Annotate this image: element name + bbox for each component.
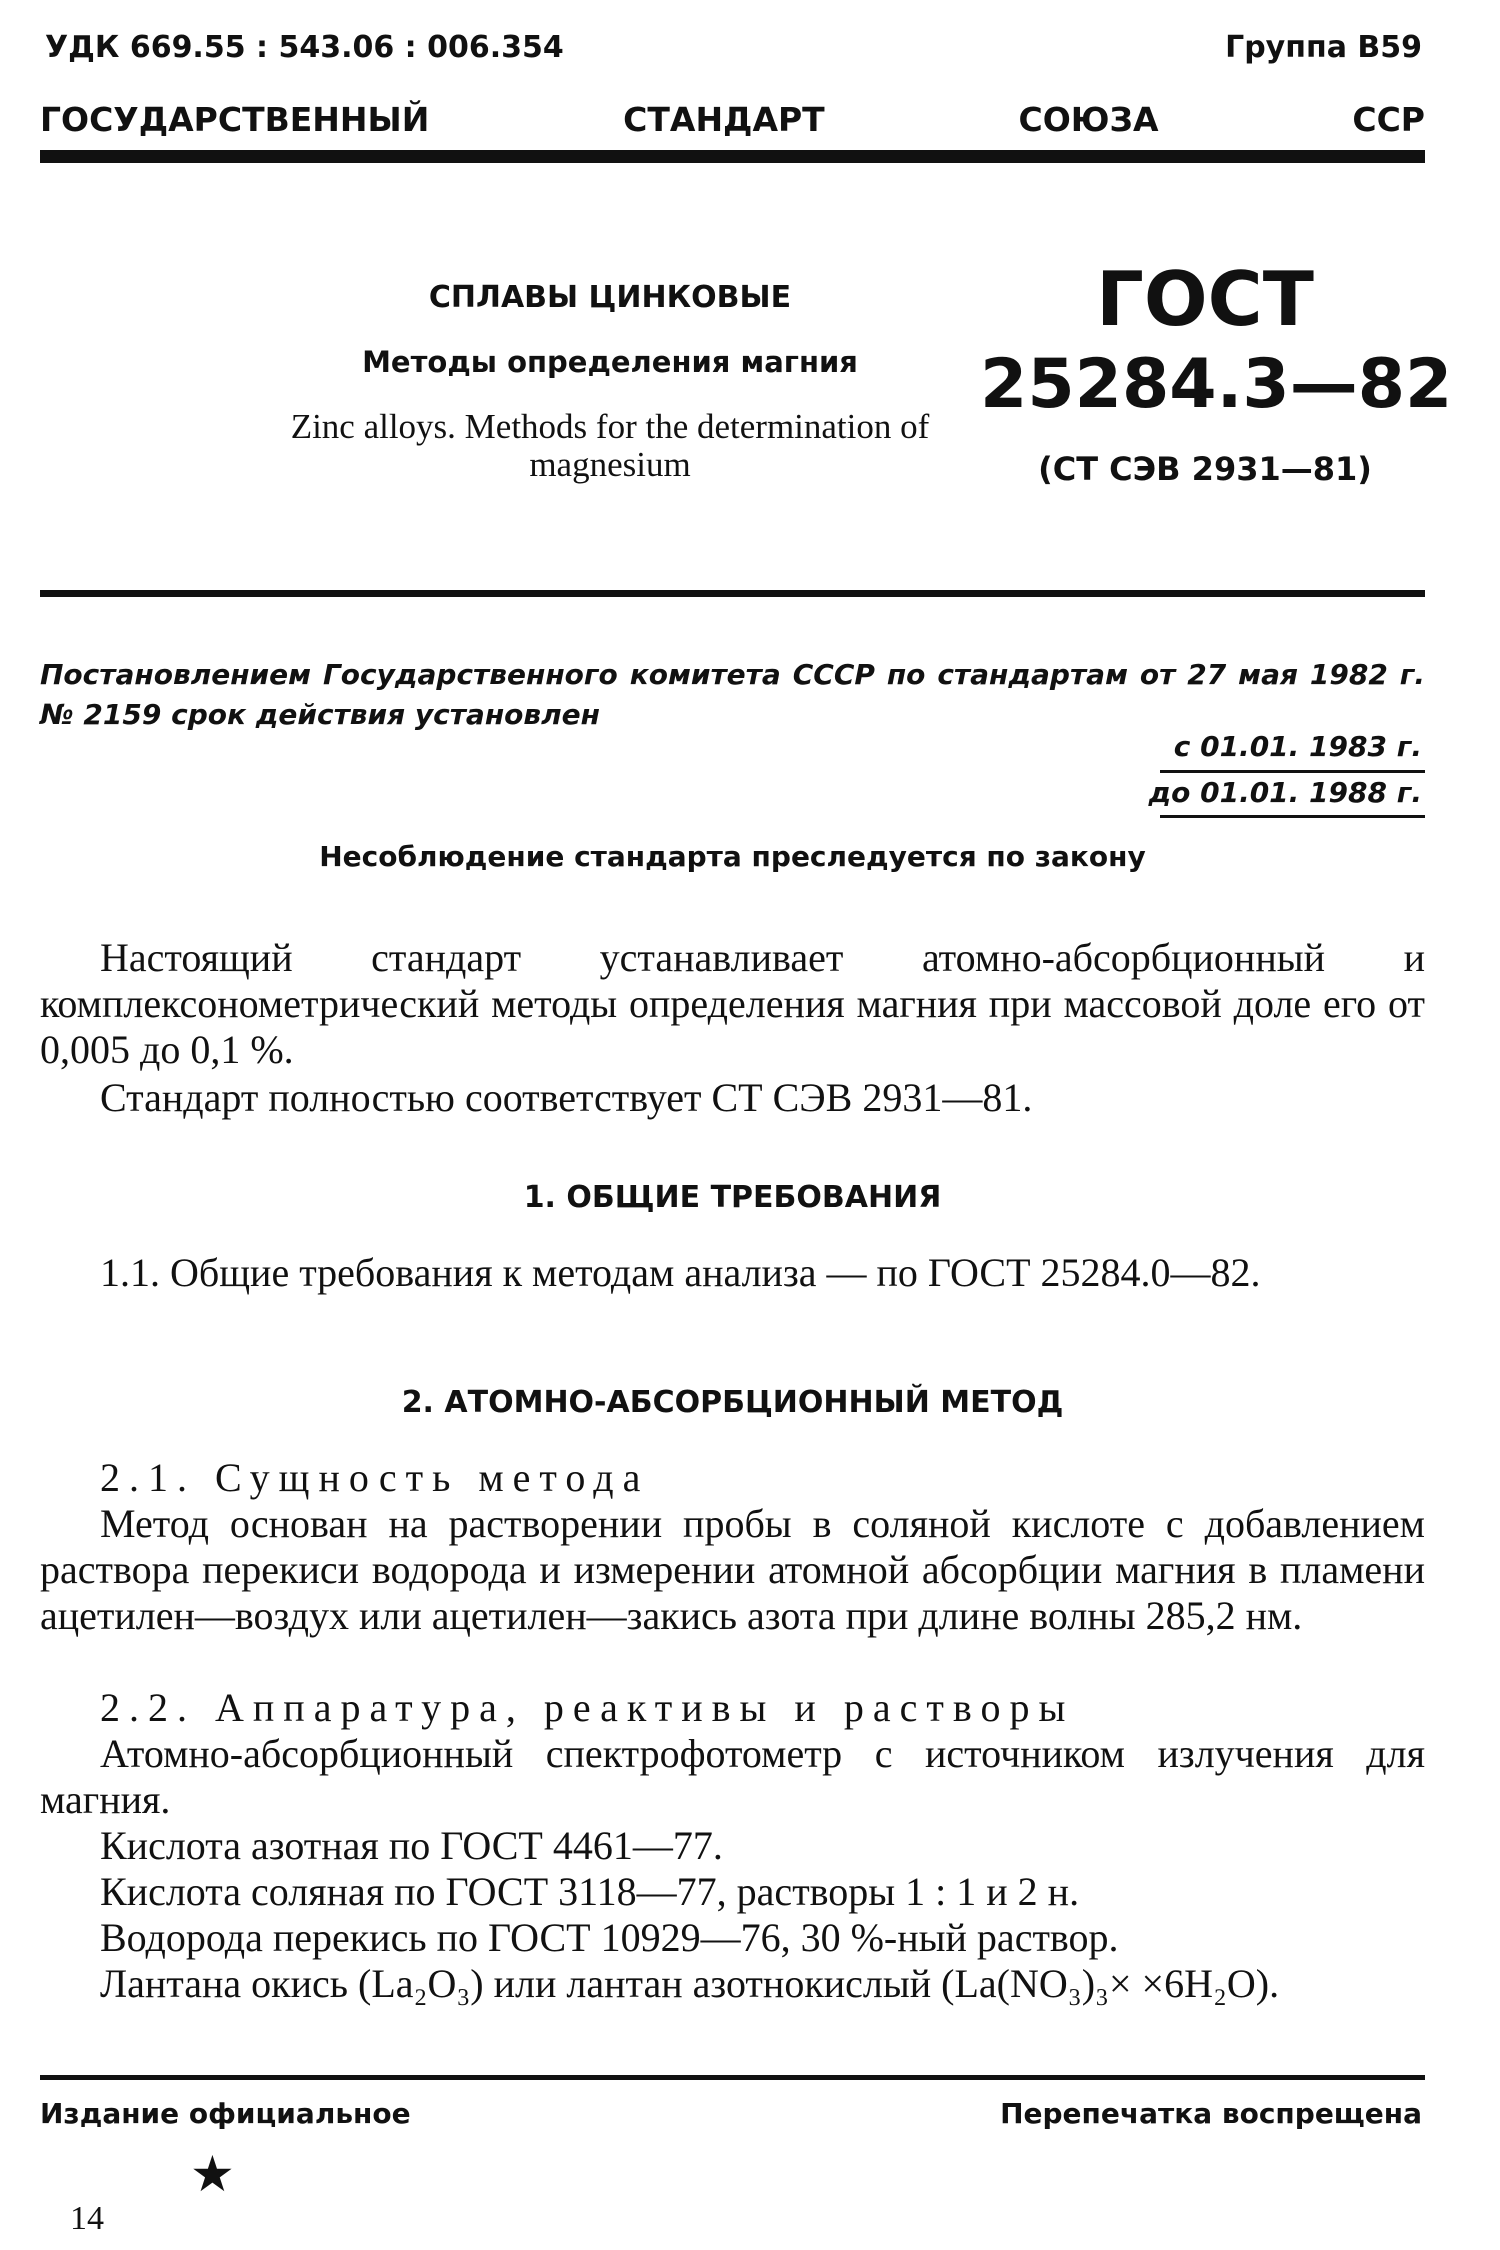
section-1-heading: 1. ОБЩИЕ ТРЕБОВАНИЯ xyxy=(523,1180,942,1215)
intro-paragraph: Настоящий стандарт устанавливает атомно-абсорбционный и комплексонометрический методы определения магния при массовой доле его от 0,005 до 0,1 %. xyxy=(40,935,1425,1072)
reagent-hydrochloric-acid: Кислота соляная по ГОСТ 3118—77, растворы 1 : 1 и 2 н. xyxy=(100,1869,1080,1914)
gost-number: 25284.3—82 xyxy=(980,345,1453,424)
gost-label: ГОСТ xyxy=(1096,255,1314,343)
document-title: СПЛАВЫ ЦИНКОВЫЕ xyxy=(428,280,792,315)
english-title: Zinc alloys. Methods for the determination of magnesium xyxy=(290,407,930,484)
legal-warning: Несоблюдение стандарта преследуется по закону xyxy=(319,840,1146,873)
section-2-1-text: Метод основан на растворении пробы в соляной кислоте с добавлением раствора перекиси водорода и измерении атомной абсорбции магния в пламени ацетилен—воздух или ацетилен—закись азота при длине волны 285,2 нм. xyxy=(40,1501,1425,1638)
reagent-lanthanum: Лантана окись (La₂O₃) или лантан азотнокислый (La(NO₃)₃× ×6H₂O). xyxy=(100,1961,1280,2006)
section-2-1-title: 2.1. Сущность метода xyxy=(100,1455,650,1500)
page-number: 14 xyxy=(70,2200,104,2237)
section-1-1-text: 1.1. Общие требования к методам анализа — по ГОСТ 25284.0—82. xyxy=(100,1250,1261,1295)
reagent-nitric-acid: Кислота азотная по ГОСТ 4461—77. xyxy=(100,1823,723,1868)
effective-to: до 01.01. 1988 г. xyxy=(1148,776,1422,809)
state-standard-banner: ГОСУДАРСТВЕННЫЙ СТАНДАРТ СОЮЗА ССР xyxy=(40,100,1425,139)
cmea-reference: (СТ СЭВ 2931—81) xyxy=(1038,450,1372,488)
decree-text: Постановлением Государственного комитета СССР по стандартам от 27 мая 1982 г. № 2159 срок действия установлен xyxy=(40,658,1425,731)
footer-divider xyxy=(40,2075,1425,2080)
section-2-2-title: 2.2. Аппаратура, реактивы и растворы xyxy=(100,1685,1075,1730)
effective-to-underline xyxy=(1160,815,1425,818)
effective-from: с 01.01. 1983 г. xyxy=(1173,730,1422,763)
compliance-paragraph: Стандарт полностью соответствует СТ СЭВ 2931—81. xyxy=(100,1075,1033,1120)
document-subtitle: Методы определения магния xyxy=(362,345,858,379)
star-icon: ★ xyxy=(190,2145,235,2203)
reprint-prohibited-label: Перепечатка воспрещена xyxy=(1000,2097,1422,2130)
effective-from-underline xyxy=(1160,770,1425,773)
group-code: Группа В59 xyxy=(1225,30,1422,65)
reagent-hydrogen-peroxide: Водорода перекись по ГОСТ 10929—76, 30 %-ный раствор. xyxy=(100,1915,1119,1960)
official-edition-label: Издание официальное xyxy=(40,2097,411,2130)
section-2-2-text: Атомно-абсорбционный спектрофотометр с источником излучения для магния. xyxy=(40,1731,1425,1822)
udk-code: УДК 669.55 : 543.06 : 006.354 xyxy=(45,30,564,65)
title-divider xyxy=(40,590,1425,597)
header-divider xyxy=(40,150,1425,163)
section-2-heading: 2. АТОМНО-АБСОРБЦИОННЫЙ МЕТОД xyxy=(401,1385,1064,1420)
